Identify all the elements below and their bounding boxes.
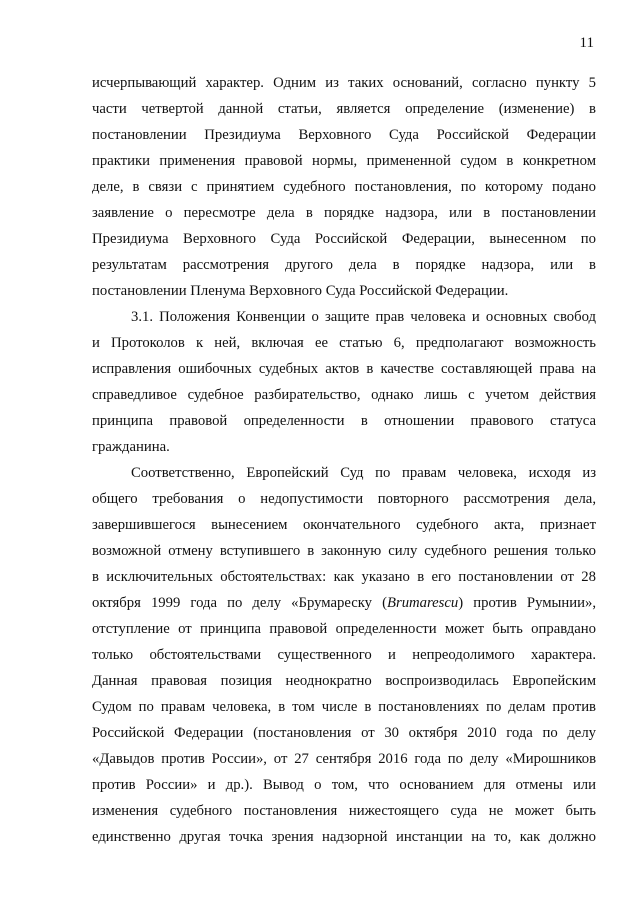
- text-line: деле, в связи с принятием судебного постановления, по которому подано: [92, 179, 596, 195]
- text-line: Данная правовая позиция неоднократно воспроизводилась Европейским: [92, 673, 596, 689]
- page-number: 11: [579, 35, 594, 51]
- paragraph-start-line: Соответственно, Европейский Суд по правам человека, исходя из: [131, 465, 596, 481]
- text-line: принципа правовой определенности в отношении правового статуса: [92, 413, 596, 429]
- text-segment: октября 1999 года по делу «Брумареску (: [92, 595, 387, 611]
- text-line: против России» и др.). Вывод о том, что основанием для отмены или: [92, 777, 596, 793]
- text-line: изменения судебного постановления нижестоящего суда не может быть: [92, 803, 596, 819]
- text-line: исчерпывающий характер. Одним из таких оснований, согласно пункту 5: [92, 75, 596, 91]
- text-line: справедливое судебное разбирательство, однако лишь с учетом действия: [92, 387, 596, 403]
- text-line: Российской Федерации (постановления от 30 октября 2010 года по делу: [92, 725, 596, 741]
- text-line: исправления ошибочных судебных актов в качестве составляющей права на: [92, 361, 596, 377]
- text-line: возможной отмену вступившего в законную силу судебного решения только: [92, 543, 596, 559]
- text-line: и Протоколов к ней, включая ее статью 6, предполагают возможность: [92, 335, 596, 351]
- text-line: единственно другая точка зрения надзорной инстанции на то, как должно: [92, 829, 596, 845]
- text-line: «Давыдов против России», от 27 сентября 2016 года по делу «Мирошников: [92, 751, 596, 767]
- text-line: постановлении Пленума Верховного Суда Российской Федерации.: [92, 283, 509, 299]
- text-line: общего требования о недопустимости повторного рассмотрения дела,: [92, 491, 596, 507]
- text-line: только обстоятельствами существенного и непреодолимого характера.: [92, 647, 596, 663]
- text-line: завершившегося вынесением окончательного судебного акта, признает: [92, 517, 596, 533]
- italic-name: Brumarescu: [387, 595, 459, 611]
- text-line-with-italic: [92, 594, 596, 612]
- text-line: постановлении Президиума Верховного Суда Российской Федерации: [92, 127, 596, 143]
- text-line: гражданина.: [92, 439, 170, 455]
- text-line: части четвертой данной статьи, является определение (изменение) в: [92, 101, 596, 117]
- paragraph-start-line: 3.1. Положения Конвенции о защите прав человека и основных свобод: [131, 309, 596, 325]
- text-line: Президиума Верховного Суда Российской Федерации, вынесенном по: [92, 231, 596, 247]
- text-segment: ) против Румынии»,: [458, 595, 596, 611]
- text-line: заявление о пересмотре дела в порядке надзора, или в постановлении: [92, 205, 596, 221]
- text-line: практики применения правовой нормы, примененной судом в конкретном: [92, 153, 596, 169]
- text-line: отступление от принципа правовой определенности может быть оправдано: [92, 621, 596, 637]
- text-line: Судом по правам человека, в том числе в постановлениях по делам против: [92, 699, 596, 715]
- text-line: результатам рассмотрения другого дела в порядке надзора, или в: [92, 257, 596, 273]
- text-line: в исключительных обстоятельствах: как указано в его постановлении от 28: [92, 569, 596, 585]
